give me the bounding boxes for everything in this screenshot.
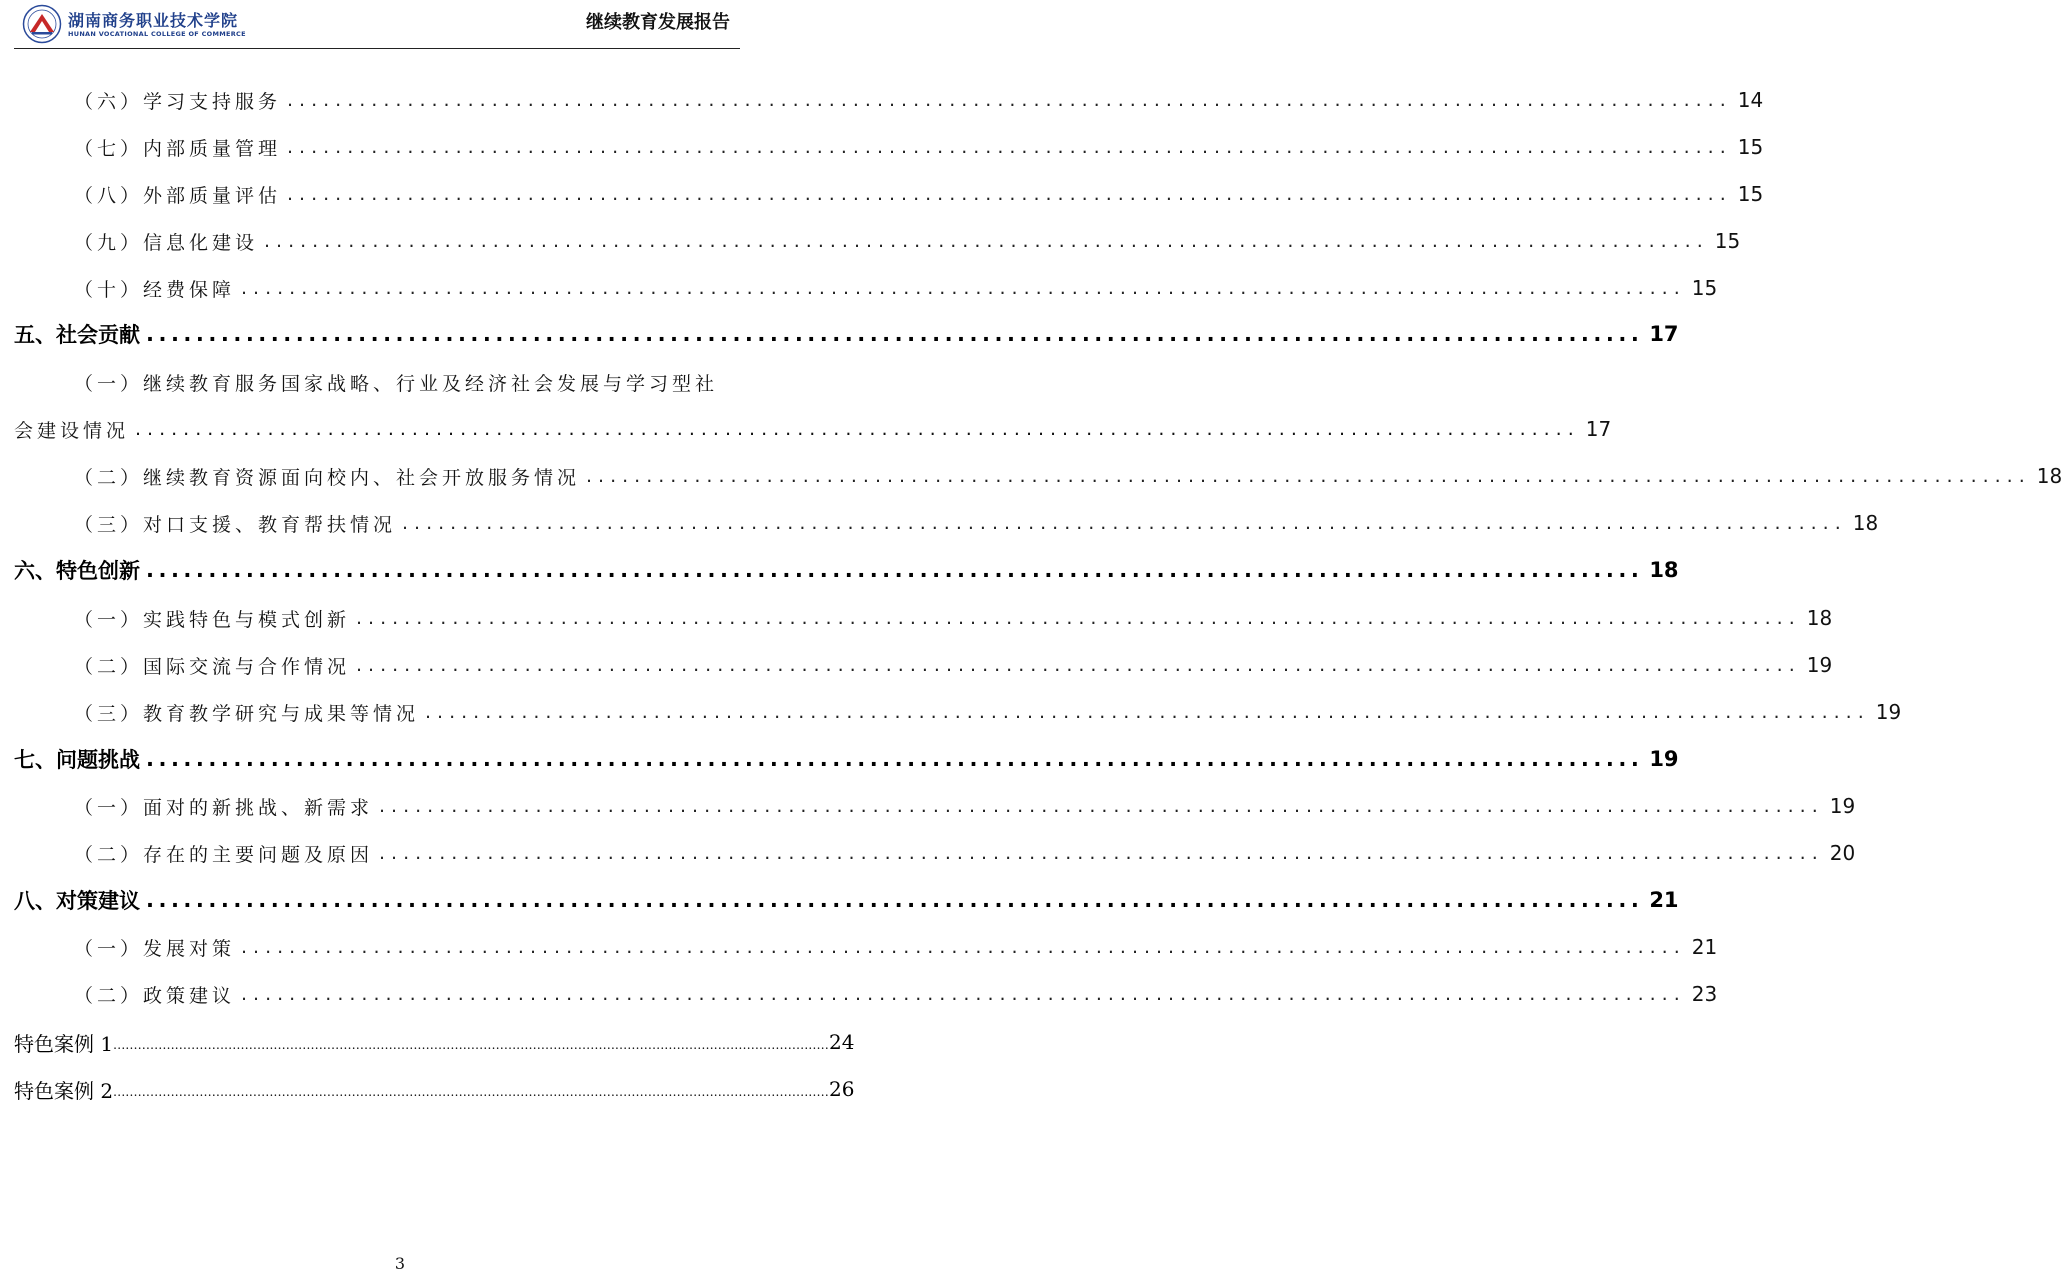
toc-entry-label: （二）国际交流与合作情况	[74, 655, 351, 678]
toc-entry-page: 17	[1585, 417, 1612, 441]
toc-entry-page: 19	[1875, 700, 1902, 724]
toc-entry-label: （一）发展对策	[74, 937, 236, 960]
toc-entry-label: （一）继续教育服务国家战略、行业及经济社会发展与学习型社	[74, 372, 719, 395]
toc-entry-label: （一）实践特色与模式创新	[74, 608, 351, 631]
toc-chapter[interactable]	[14, 744, 1679, 774]
toc-chapter-page: 18	[1649, 558, 1679, 582]
toc-dot-leader: ..............................................................................................................................................................................	[113, 1038, 830, 1052]
toc-entry-label: （二）政策建议	[74, 984, 236, 1007]
toc-chapter-page: 21	[1649, 888, 1679, 912]
toc-chapter[interactable]	[14, 885, 1679, 915]
toc-entry-label: （一）面对的新挑战、新需求	[74, 796, 374, 819]
toc-dot-leader: ........................................................................................................................	[402, 512, 1847, 534]
toc-entry[interactable]	[74, 226, 1741, 256]
toc-dot-leader: ........................................................................................................................	[287, 183, 1732, 205]
toc-entry[interactable]	[74, 603, 1833, 633]
toc-entry-page: 18	[1852, 511, 1879, 535]
toc-case-entry[interactable]	[14, 1074, 855, 1104]
toc-entry-page: 19	[1829, 794, 1856, 818]
report-title: 继续教育发展报告	[586, 12, 730, 33]
toc-entry-continued[interactable]	[14, 414, 1612, 444]
toc-entry-page: 23	[1691, 982, 1718, 1006]
toc-dot-leader: ........................................................................................................................	[425, 701, 1870, 723]
toc-entry-label: （六）学习支持服务	[74, 90, 282, 113]
toc-entry[interactable]	[74, 179, 1764, 209]
toc-entry-label: （十）经费保障	[74, 278, 236, 301]
toc-entry[interactable]	[74, 791, 1856, 821]
toc-dot-leader: ........................................................................................................................	[379, 795, 1824, 817]
toc-dot-leader: ........................................................................................................................	[356, 654, 1801, 676]
toc-dot-leader: ........................................................................................................................	[287, 136, 1732, 158]
toc-entry[interactable]	[74, 650, 1833, 680]
toc-entry[interactable]	[74, 132, 1764, 162]
toc-chapter-label: 八、对策建议	[14, 889, 140, 913]
toc-entry-label: （二）继续教育资源面向校内、社会开放服务情况	[74, 466, 581, 489]
toc-entry-page: 21	[1691, 935, 1718, 959]
toc-entry-label: （二）存在的主要问题及原因	[74, 843, 374, 866]
toc-chapter[interactable]	[14, 319, 1679, 349]
toc-entry-label: （九）信息化建设	[74, 231, 259, 254]
toc-dot-leader: ........................................................................................................................	[146, 888, 1644, 912]
toc-entry-label-cont: 会建设情况	[14, 419, 130, 442]
toc-dot-leader: ........................................................................................................................	[287, 89, 1732, 111]
page-header	[0, 0, 800, 52]
toc-chapter-label: 六、特色创新	[14, 559, 140, 583]
toc-dot-leader: ..............................................................................................................................................................................	[113, 1085, 830, 1099]
toc-case-entry[interactable]	[14, 1027, 855, 1057]
toc-entry-label: （三）教育教学研究与成果等情况	[74, 702, 420, 725]
toc-entry-page: 18	[1806, 606, 1833, 630]
toc-dot-leader: ........................................................................................................................	[135, 418, 1580, 440]
toc-dot-leader: ........................................................................................................................	[146, 558, 1644, 582]
toc-entry[interactable]	[74, 273, 1718, 303]
toc-dot-leader: ........................................................................................................................	[241, 983, 1686, 1005]
toc-entry[interactable]	[74, 932, 1718, 962]
toc-entry[interactable]	[74, 85, 1764, 115]
toc-dot-leader: ........................................................................................................................	[241, 936, 1686, 958]
toc-entry[interactable]	[74, 838, 1856, 868]
toc-entry[interactable]	[74, 367, 742, 397]
toc-entry[interactable]	[74, 461, 2062, 491]
toc-entry-page: 14	[1737, 88, 1764, 112]
toc-entry[interactable]	[74, 697, 1902, 727]
toc-case-page: 24	[829, 1030, 855, 1054]
page-number: 3	[394, 1254, 406, 1273]
toc-chapter-label: 五、社会贡献	[14, 323, 140, 347]
school-emblem-icon	[22, 4, 62, 44]
toc-dot-leader: ........................................................................................................................	[264, 230, 1709, 252]
toc-entry-label: （三）对口支援、教育帮扶情况	[74, 513, 397, 536]
toc-entry-page: 19	[1806, 653, 1833, 677]
school-name-cn: 湖南商务职业技术学院	[68, 11, 239, 30]
toc-dot-leader: ........................................................................................................................	[379, 842, 1824, 864]
toc-entry-page: 15	[1691, 276, 1718, 300]
toc-entry-page: 15	[1714, 229, 1741, 253]
toc-dot-leader: ........................................................................................................................	[146, 747, 1644, 771]
toc-entry-page: 20	[1829, 841, 1856, 865]
toc-dot-leader: ........................................................................................................................	[146, 322, 1644, 346]
toc-entry-label: （七）内部质量管理	[74, 137, 282, 160]
toc-entry[interactable]	[74, 979, 1718, 1009]
toc-case-label: 特色案例 1	[14, 1031, 114, 1056]
toc-entry-label: （八）外部质量评估	[74, 184, 282, 207]
school-name-en: HUNAN VOCATIONAL COLLEGE OF COMMERCE	[68, 30, 246, 38]
toc-case-label: 特色案例 2	[14, 1078, 114, 1103]
toc-entry-page: 18	[2036, 464, 2062, 488]
toc-chapter-page: 19	[1649, 747, 1679, 771]
header-divider	[14, 48, 740, 49]
toc-entry-page: 15	[1737, 182, 1764, 206]
toc-chapter-label: 七、问题挑战	[14, 748, 140, 772]
toc-entry-page: 15	[1737, 135, 1764, 159]
toc-dot-leader: ........................................................................................................................	[241, 277, 1686, 299]
toc-dot-leader: ........................................................................................................................	[586, 465, 2031, 487]
toc-dot-leader: ........................................................................................................................	[356, 607, 1801, 629]
toc-entry[interactable]	[74, 508, 1879, 538]
toc-case-page: 26	[829, 1077, 855, 1101]
toc-chapter[interactable]	[14, 555, 1679, 585]
toc-chapter-page: 17	[1649, 322, 1679, 346]
school-logo	[22, 4, 246, 44]
